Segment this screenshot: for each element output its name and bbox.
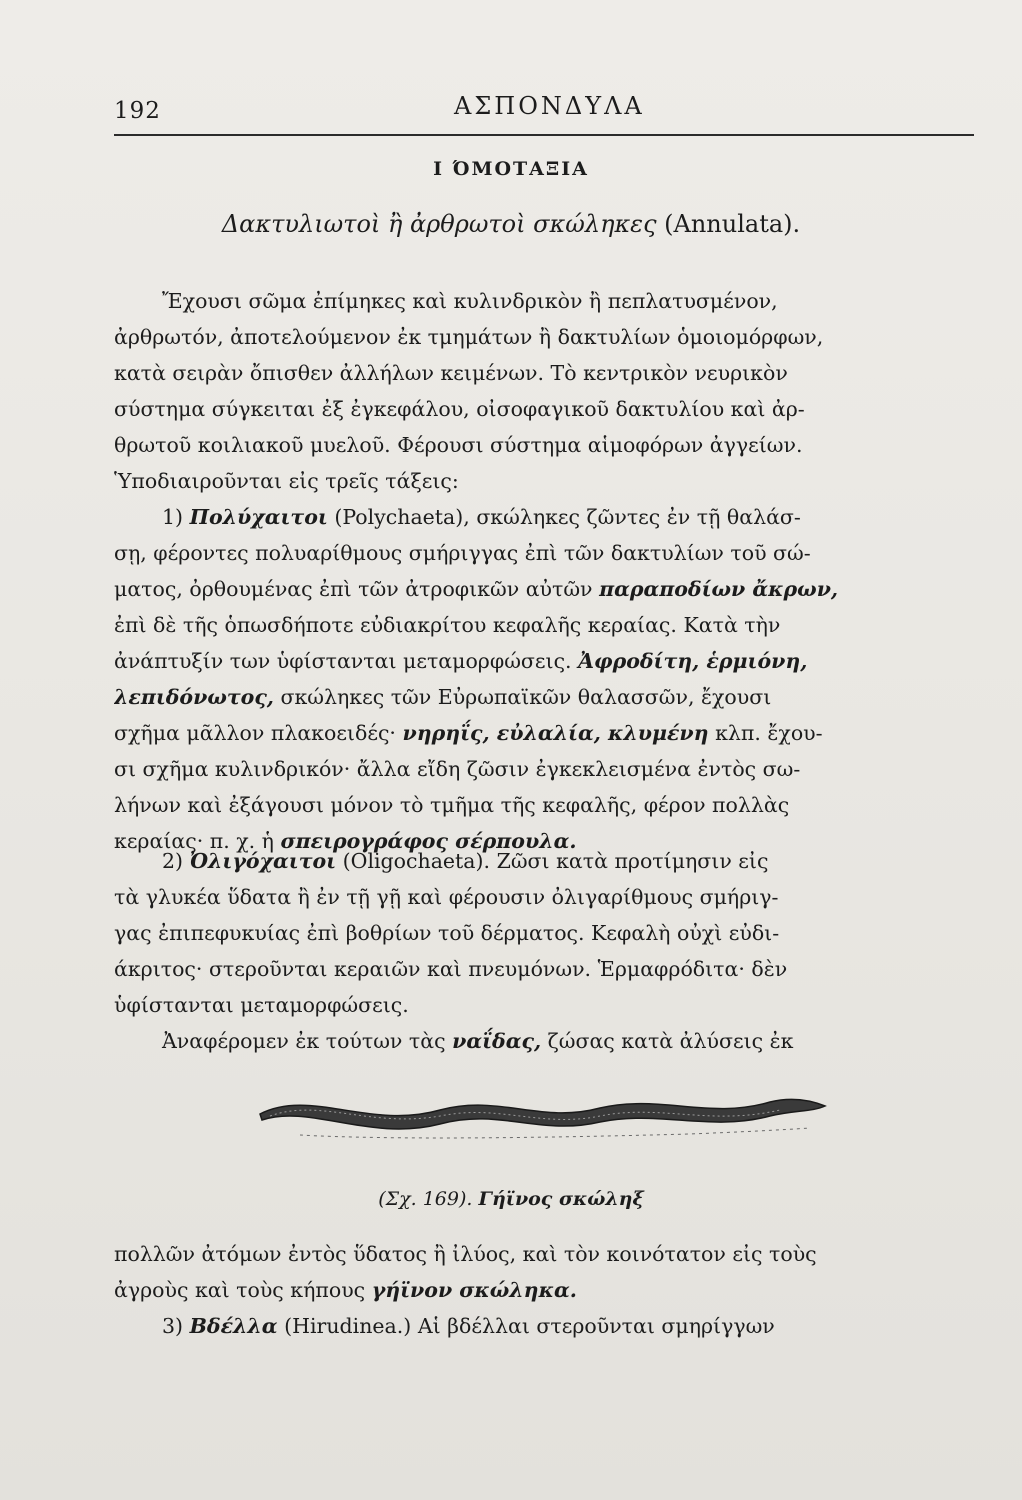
text-line [114, 1023, 974, 1059]
class-latin: (Polychaeta), [334, 505, 470, 529]
continuation-paragraph [114, 1236, 974, 1344]
text-line: κατὰ σειρὰν ὄπισθεν ἀλλήλων κειμένων. Τὸ κεντρικὸν νευρικὸν [114, 361, 788, 385]
text-line: Ἔχουσι σῶμα ἐπίμηκες καὶ κυλινδρικὸν ἢ πεπλατυσμένον, [162, 289, 778, 313]
text-span: κλπ. ἔχου- [715, 721, 823, 745]
emphasis: Ἀφροδίτη, ἑρμιόνη, [578, 649, 808, 673]
text-line [114, 643, 974, 679]
text-line: άκριτος· στεροῦνται κεραιῶν καὶ πνευμόνων. Ἑρμαφρόδιτα· δὲν [114, 957, 788, 981]
running-head: ΑΣΠΟΝΔΥΛΑ [454, 92, 645, 120]
text-line: Ὑποδιαιροῦνται εἰς τρεῖς τάξεις: [114, 469, 459, 493]
text-span: κεραίας· π. χ. ἡ [114, 829, 274, 853]
item-number: 3) [162, 1314, 184, 1338]
text-span: Αἱ βδέλλαι στεροῦνται σμηρίγγων [417, 1314, 775, 1338]
text-span: σκώληκες τῶν Εὐρωπαϊκῶν θαλασσῶν, ἔχουσι [280, 685, 772, 709]
figure-label: (Σχ. 169). [378, 1188, 473, 1210]
item-number: 1) [162, 505, 184, 529]
section-title: Ι ΌΜΟΤΑΞΙΑ [433, 158, 589, 180]
figure-name: Γήϊνος σκώληξ [478, 1188, 644, 1210]
emphasis: λεπιδόνωτος, [114, 685, 274, 709]
text-line: σύστημα σύγκειται ἐξ ἐγκεφάλου, οἰσοφαγικοῦ δακτυλίου καὶ ἀρ- [114, 397, 805, 421]
page-header [114, 78, 984, 138]
intro-paragraph [114, 283, 974, 499]
text-line: σῃ, φέροντες πολυαρίθμους σμήριγγας ἐπὶ τῶν δακτυλίων τοῦ σώ- [114, 541, 811, 565]
text-span: Ἀναφέρομεν ἐκ τούτων τὰς [162, 1029, 446, 1053]
oligochaeta-paragraph [114, 843, 974, 1059]
text-line: θρωτοῦ κοιλιακοῦ μυελοῦ. Φέρουσι σύστημα αἱμοφόρων ἀγγείων. [114, 433, 803, 457]
class-latin: (Hirudinea.) [284, 1314, 412, 1338]
text-line: ἐπὶ δὲ τῆς ὁπωσδήποτε εὐδιακρίτου κεφαλῆς κεραίας. Κατὰ τὴν [114, 613, 781, 637]
text-span: σχῆμα μᾶλλον πλακοειδές· [114, 721, 396, 745]
header-rule [114, 134, 974, 136]
item-number: 2) [162, 849, 184, 873]
text-line [114, 715, 974, 751]
text-line [114, 679, 974, 715]
text-span: σκώληκες ζῶντες ἐν τῇ θαλάσ- [476, 505, 801, 529]
text-line [114, 843, 974, 879]
text-line [114, 499, 974, 535]
emphasis: παραποδίων ἄκρων, [599, 577, 839, 601]
figure-caption [0, 1188, 1022, 1210]
class-name: Ὀλιγόχαιτοι [189, 849, 337, 873]
text-span: ζώσας κατὰ ἀλύσεις ἐκ [547, 1029, 794, 1053]
text-span: ἀνάπτυξίν των ὑφίστανται μεταμορφώσεις. [114, 649, 572, 673]
text-line: σι σχῆμα κυλινδρικόν· ἄλλα εἴδη ζῶσιν ἐγκεκλεισμένα ἐντὸς σω- [114, 757, 801, 781]
text-line: πολλῶν ἀτόμων ἐντὸς ὕδατος ἢ ἰλύος, καὶ τὸν κοινότατον εἰς τοὺς [114, 1242, 817, 1266]
class-name: Πολύχαιτοι [189, 505, 328, 529]
earthworm-illustration [240, 1080, 840, 1150]
text-span: Ζῶσι κατὰ προτίμησιν εἰς [496, 849, 769, 873]
polychaeta-paragraph [114, 499, 974, 859]
text-span: ματος, ὀρθουμένας ἐπὶ τῶν ἀτροφικῶν αὐτῶν [114, 577, 593, 601]
emphasis: νηρηΐς, εὐλαλία, κλυμένη [402, 721, 709, 745]
emphasis: γήϊνον σκώληκα. [371, 1278, 577, 1302]
emphasis: ναΐδας, [452, 1029, 542, 1053]
earthworm-icon [240, 1080, 840, 1150]
emphasis: σπειρογράφος σέρπουλα. [280, 829, 577, 853]
text-line: λήνων καὶ ἐξάγουσι μόνον τὸ τμῆμα τῆς κεφαλῆς, φέρον πολλὰς [114, 793, 790, 817]
subtitle-greek: Δακτυλιωτοὶ ἢ ἀρθρωτοὶ σκώληκες [221, 210, 657, 238]
text-span: ἀγροὺς καὶ τοὺς κήπους [114, 1278, 366, 1302]
subtitle-latin: (Annulata). [664, 210, 801, 238]
text-line [114, 571, 974, 607]
text-line: ἀρθρωτόν, ἀποτελούμενον ἐκ τμημάτων ἢ δακτυλίων ὁμοιομόρφων, [114, 325, 824, 349]
page-number: 192 [114, 98, 161, 124]
text-line: τὰ γλυκέα ὕδατα ἢ ἐν τῇ γῇ καὶ φέρουσιν ὀλιγαρίθμους σμήριγ- [114, 885, 779, 909]
text-line [114, 1272, 974, 1308]
text-line [114, 1308, 974, 1344]
text-line: ὑφίστανται μεταμορφώσεις. [114, 993, 409, 1017]
text-line: γας ἐπιπεφυκυίας ἐπὶ βοθρίων τοῦ δέρματος. Κεφαλὴ οὐχὶ εὐδι- [114, 921, 780, 945]
class-name: Βδέλλα [189, 1314, 278, 1338]
subtitle [0, 210, 1022, 238]
class-latin: (Oligochaeta). [342, 849, 491, 873]
